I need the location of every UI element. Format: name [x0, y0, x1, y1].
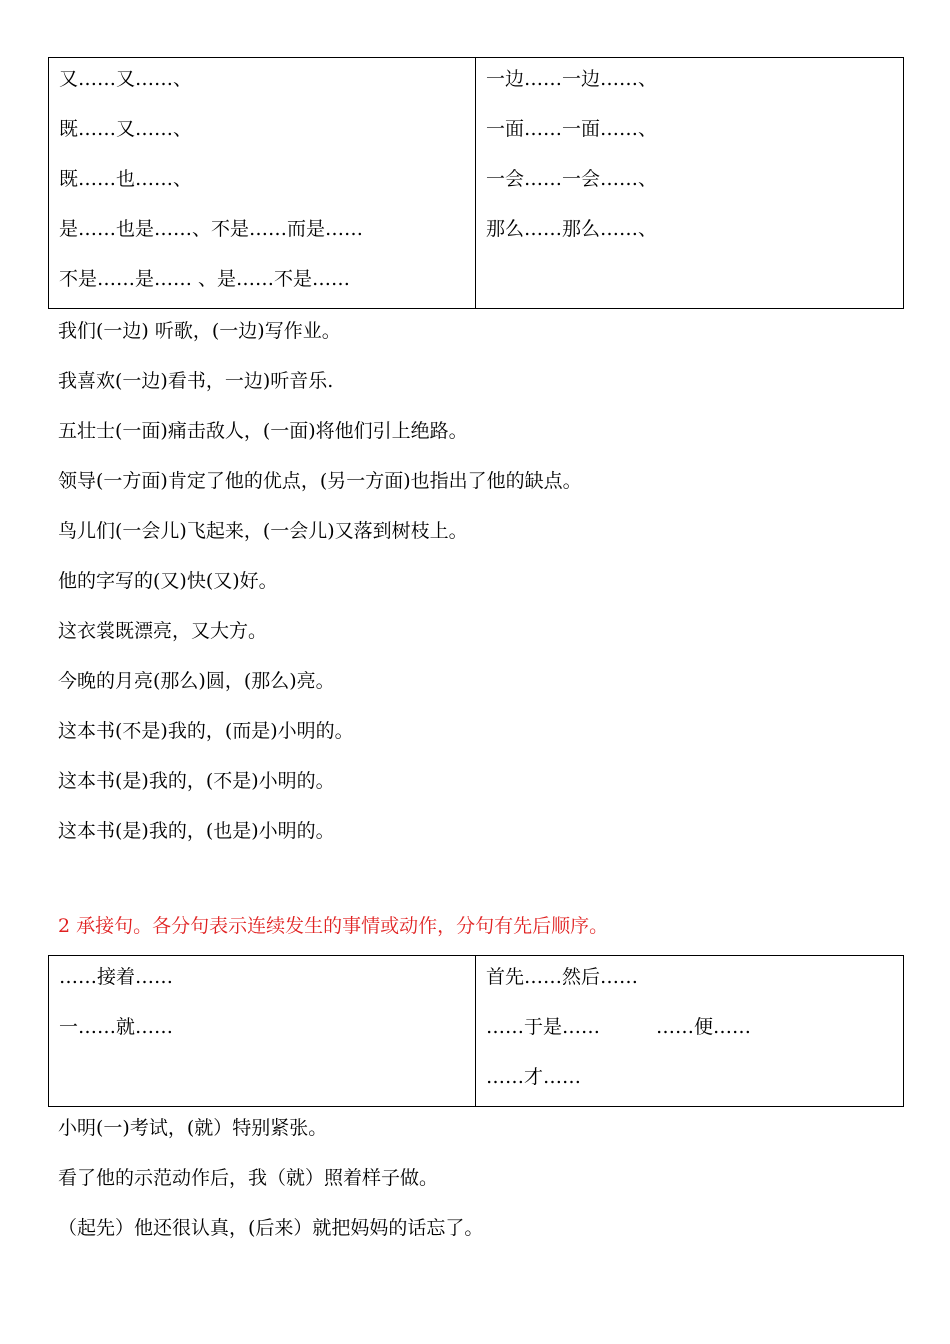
example-sentence: 我喜欢(一边)看书，一边)听音乐. [58, 370, 334, 392]
table2-right-line [486, 1006, 893, 1056]
table2-right-line: 首先……然后…… [486, 966, 639, 988]
table2-right-phrase: ……于是…… [486, 1016, 601, 1038]
table1-left-line: 是……也是……、不是……而是…… [59, 218, 364, 240]
example-sentence: （起先）他还很认真，(后来）就把妈妈的话忘了。 [58, 1217, 484, 1239]
example-sentences-parallel [58, 316, 908, 866]
example-sentence: 看了他的示范动作后，我（就）照着样子做。 [58, 1167, 439, 1189]
example-sentence: 这衣裳既漂亮，又大方。 [58, 620, 268, 642]
sequential-conjunction-table [48, 955, 904, 1107]
table1-right-line: 一面……一面……、 [486, 118, 658, 140]
example-sentence: 小明(一)考试，(就）特别紧张。 [58, 1117, 328, 1139]
table1-right-line: 一会……一会……、 [486, 168, 658, 190]
section-heading-sequential: 2 承接句。各分句表示连续发生的事情或动作，分句有先后顺序。 [58, 915, 609, 937]
table1-left-line: 既……也……、 [59, 168, 193, 190]
example-sentence: 这本书(不是)我的，(而是)小明的。 [58, 720, 354, 742]
example-sentences-sequential [58, 1113, 908, 1263]
table2-left-line: 一……就…… [59, 1016, 174, 1038]
parallel-conjunction-table [48, 57, 904, 309]
table1-right-line: 那么……那么……、 [486, 218, 658, 240]
table2-left-cell [49, 956, 476, 1107]
example-sentence: 这本书(是)我的，(也是)小明的。 [58, 820, 335, 842]
table1-left-line: 既……又……、 [59, 118, 193, 140]
example-sentence: 他的字写的(又)快(又)好。 [58, 570, 278, 592]
table1-left-line: 不是……是…… 、是……不是…… [59, 268, 351, 290]
table1-left-line: 又……又……、 [59, 68, 193, 90]
table1-right-line: 一边……一边……、 [486, 68, 658, 90]
table2-right-phrase: ……便…… [656, 1016, 752, 1038]
example-sentence: 我们(一边) 听歌，(一边)写作业。 [58, 320, 341, 342]
table1-left-cell [49, 58, 476, 309]
example-sentence: 鸟儿们(一会儿)飞起来，(一会儿)又落到树枝上。 [58, 520, 468, 542]
table2-left-line: ……接着…… [59, 966, 174, 988]
example-sentence: 领导(一方面)肯定了他的优点，(另一方面)也指出了他的缺点。 [58, 470, 582, 492]
table2-right-line: ……才…… [486, 1066, 582, 1088]
example-sentence: 这本书(是)我的，(不是)小明的。 [58, 770, 335, 792]
example-sentence: 五壮士(一面)痛击敌人，(一面)将他们引上绝路。 [58, 420, 468, 442]
table1-right-cell [476, 58, 904, 309]
example-sentence: 今晚的月亮(那么)圆，(那么)亮。 [58, 670, 335, 692]
table2-right-cell [476, 956, 904, 1107]
